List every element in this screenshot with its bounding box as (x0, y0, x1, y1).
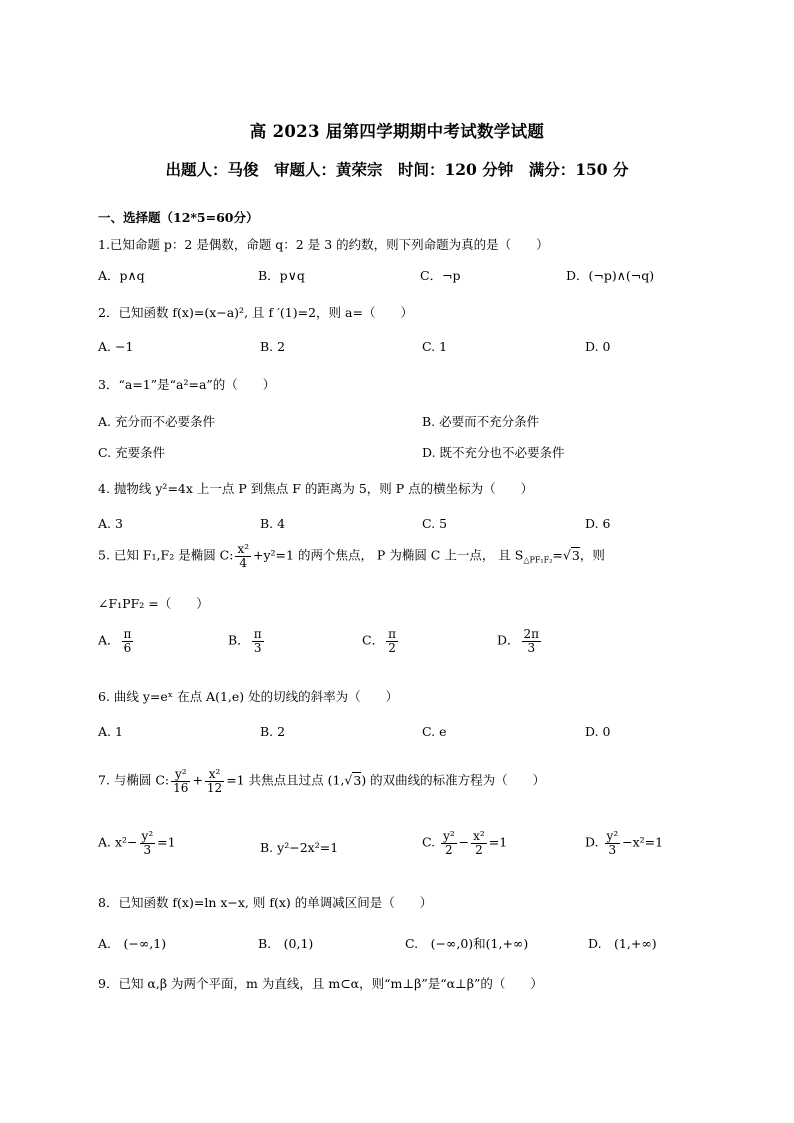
q5-option-b (228, 628, 266, 654)
q7-c-num: y² (443, 829, 455, 843)
q6-option-d: D. 0 (585, 724, 611, 739)
q7-plus: + (192, 772, 203, 788)
q6-option-a: A. 1 (98, 724, 123, 739)
q7-a-pre: x²− (115, 834, 138, 850)
question-5-stem: 5. 已知 F₁,F₂ 是椭圆 C: $\frac{\text{x²}}{4}$ +y²=1 的两个焦点， P 为椭圆 C 上一点， 且 $S_{\triangle PF_1F_2}=√3$，则 (98, 542, 605, 570)
q5-area-subscript: △PF₁F₂ (523, 555, 553, 565)
q2-option-c: C. 1 (422, 339, 448, 354)
q6-option-b: B. 2 (260, 724, 286, 739)
q8-option-c: C. (−∞,0)和(1,+∞) (405, 936, 529, 951)
q7-a-num: y² (141, 829, 154, 843)
q4-option-a: A. 3 (98, 516, 123, 531)
q7-option-d (585, 830, 663, 856)
q5-b-label: B． (228, 632, 250, 648)
q7-c-frac-1 (441, 830, 457, 856)
q5-frac-den: 4 (239, 555, 248, 570)
question-7-stem: 7. 与椭圆 C: $\frac{\text{y²}}{16}$ + $\frac{\text{x²}}{12}$ =1 共焦点且过点 (1,√3) 的双曲线的标准方程为（ ） (98, 767, 546, 795)
q5-text-c: = (552, 547, 563, 563)
q3-option-a: A. 充分而不必要条件 (98, 414, 215, 429)
q7-c-den2: 2 (475, 842, 483, 857)
q7-b-label: B. (260, 840, 274, 855)
q3-option-d: D. 既不充分也不必要条件 (422, 445, 565, 460)
q7-d-label: D. (585, 834, 599, 850)
q7-c-mid: − (458, 834, 470, 850)
q7-a-label: A. (98, 834, 112, 850)
q5-c-den: 2 (388, 640, 396, 655)
question-3-stem: 3．“a=1”是“a²=a”的（ ） (98, 377, 276, 392)
q5-ellipse-fraction (235, 543, 251, 569)
q5-b-den: 3 (253, 640, 262, 655)
q7-a-den: 3 (143, 842, 152, 857)
q2-option-a: A. −1 (98, 339, 134, 354)
q7-f1-den: 16 (173, 780, 189, 795)
question-4-stem: 4. 抛物线 y²=4x 上一点 P 到焦点 F 的距离为 5，则 P 点的横坐标为（ ） (98, 481, 534, 496)
q5-b-num: π (253, 627, 262, 641)
q5-d-num: 2π (523, 627, 540, 641)
exam-staff-info: 出题人：马俊 审题人：黄荣宗 时间：120 分钟 满分：150 分 (165, 160, 629, 179)
q5-d-label: D． (497, 632, 520, 648)
q7-f2-den: 12 (206, 780, 223, 795)
q7-f2-num: x² (205, 768, 224, 782)
q5-option-a (98, 628, 135, 654)
q7-text-b: =1 共焦点且过点 (1, (226, 772, 345, 788)
q7-c-frac-2 (471, 830, 487, 856)
q7-c-num2: x² (473, 829, 485, 843)
q7-d-frac (605, 830, 621, 856)
question-9-stem: 9．已知 α,β 为两个平面，m 为直线，且 m⊂α，则“m⊥β”是“α⊥β”的（ ） (98, 976, 543, 991)
q5-a-num: π (123, 627, 132, 641)
q7-d-num: y² (606, 829, 619, 843)
q7-frac-2 (205, 768, 224, 794)
q7-c-label: C. (422, 834, 436, 850)
q5-sqrt: 3 (571, 547, 580, 563)
question-6-stem: 6. 曲线 y=eˣ 在点 A(1,e) 处的切线的斜率为（ ） (98, 689, 399, 704)
q5-a-label: A． (98, 632, 120, 648)
q7-option-b (260, 840, 338, 855)
q4-option-c: C. 5 (422, 516, 448, 531)
q5-frac-num: x² (237, 542, 250, 556)
q8-option-b: B. (0,1) (258, 936, 314, 951)
q5-text-b: +y²=1 的两个焦点， P 为椭圆 C 上一点， 且 S (253, 547, 524, 563)
q6-option-c: C. e (422, 724, 447, 739)
q5-d-frac (522, 628, 542, 654)
q1-option-b: B．p∨q (258, 268, 305, 283)
question-8-stem: 8．已知函数 f(x)=ln x−x, 则 f(x) 的单调减区间是（ ） (98, 895, 433, 910)
q7-a-post: =1 (157, 834, 176, 850)
q5-c-label: C． (362, 632, 385, 648)
question-1-stem: 1.已知命题 p：2 是偶数，命题 q：2 是 3 的约数，则下列命题为真的是（ ） (98, 237, 549, 252)
q7-d-post: −x²=1 (622, 834, 664, 850)
q7-c-den: 2 (445, 842, 453, 857)
q7-d-den: 3 (608, 842, 617, 857)
q5-a-frac (122, 628, 134, 654)
q3-option-c: C. 充要条件 (98, 445, 166, 460)
q5-option-c (362, 628, 400, 654)
q5-text-a: 5. 已知 F₁,F₂ 是椭圆 C: (98, 547, 234, 563)
question-2-stem: 2．已知函数 f(x)=(x−a)², 且 f ′(1)=2，则 a=（ ） (98, 305, 413, 320)
q7-b-text: y²−2x²=1 (277, 840, 339, 855)
q2-option-d: D. 0 (585, 339, 611, 354)
q5-d-den: 3 (527, 640, 536, 655)
q5-b-frac (252, 628, 264, 654)
q2-option-b: B. 2 (260, 339, 286, 354)
q7-text-c: ) 的双曲线的标准方程为（ ） (361, 772, 546, 788)
q7-c-post: =1 (488, 834, 508, 850)
q1-option-c: C．¬p (420, 268, 461, 283)
q5-text-d: ，则 (579, 547, 605, 563)
q5-c-num: π (388, 627, 396, 641)
q8-option-a: A. (−∞,1) (98, 936, 167, 951)
q5-a-den: 6 (123, 640, 132, 655)
question-5-stem-line2: ∠F₁PF₂ =（ ） (98, 596, 209, 611)
q7-a-frac (140, 830, 156, 856)
q7-frac-1 (171, 768, 190, 794)
q7-option-a (98, 830, 176, 856)
section-heading: 一、选择题（12*5=60分） (98, 210, 259, 225)
q1-option-d: D．(¬p)∧(¬q) (566, 268, 655, 283)
q7-text-a: 7. 与椭圆 C: (98, 772, 170, 788)
q5-option-d (497, 628, 543, 654)
q7-option-c (422, 830, 507, 856)
q4-option-d: D. 6 (585, 516, 611, 531)
q7-f1-num: y² (171, 768, 190, 782)
q4-option-b: B. 4 (260, 516, 286, 531)
q8-option-d: D. (1,+∞) (588, 936, 657, 951)
exam-title: 高 2023 届第四学期期中考试数学试题 (249, 122, 545, 141)
q1-option-a: A．p∧q (98, 268, 145, 283)
q7-sqrt: 3 (353, 772, 362, 788)
q3-option-b: B. 必要而不充分条件 (422, 414, 540, 429)
q5-c-frac (386, 628, 398, 654)
